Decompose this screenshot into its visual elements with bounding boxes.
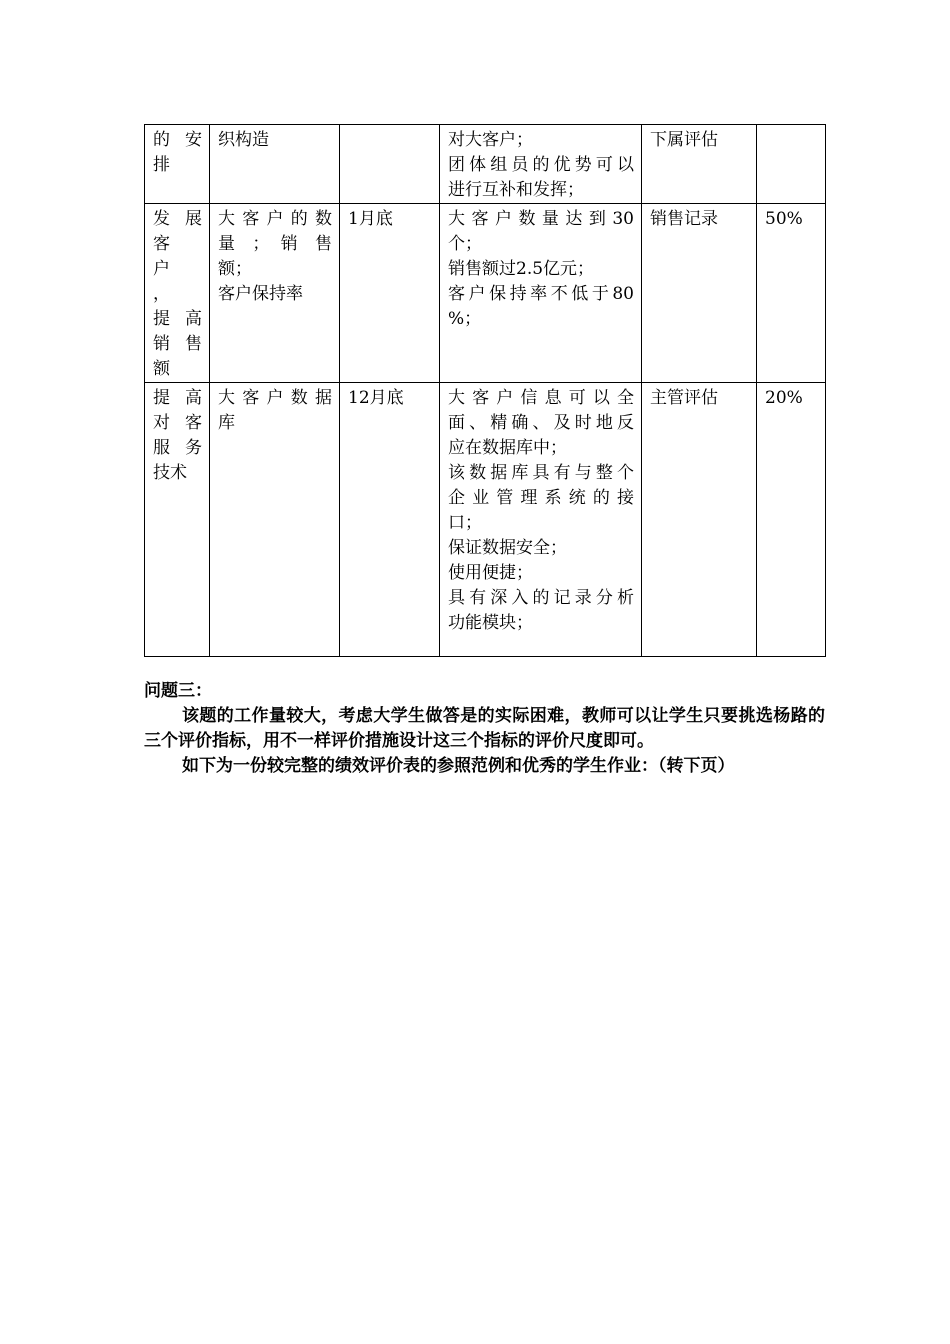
answer-paragraph: 如下为一份较完整的绩效评价表的参照范例和优秀的学生作业：（转下页） [182,756,735,776]
cell-line: 销 售 [153,334,202,354]
cell-line: 团体组员的优势可以 [448,155,634,175]
cell-line: 12月底 [348,388,404,408]
cell-line: 20% [765,388,803,408]
cell-line: 额 [153,359,170,379]
cell-method [642,204,757,383]
cell-indicator [210,125,340,204]
cell-line: 提 高 [153,388,202,408]
table-row [145,125,826,204]
cell-deadline [340,383,440,657]
cell-method [642,125,757,204]
cell-line: 进行互补和发挥； [448,180,584,200]
cell-deadline [340,125,440,204]
cell-line: 客 [153,234,170,254]
cell-indicator [210,383,340,657]
cell-line: 企业管理系统的接 [448,488,634,508]
cell-line: 主管评估 [650,388,718,408]
cell-standard [440,383,642,657]
cell-line: 口； [448,513,482,533]
cell-line: 库 [218,413,235,433]
cell-weight [757,125,826,204]
evaluation-table [144,124,826,657]
cell-goal [145,383,210,657]
cell-line: 销售记录 [650,209,718,229]
cell-line: 对 客 [153,413,202,433]
cell-standard [440,125,642,204]
cell-line: 的 安 [153,130,202,150]
cell-line: 下属评估 [650,130,718,150]
cell-line: 对大客户； [448,130,533,150]
cell-method [642,383,757,657]
cell-line: 50% [765,209,803,229]
cell-line: 个； [448,234,482,254]
cell-line: 服 务 [153,438,202,458]
answer-section [144,679,825,779]
cell-indicator [210,204,340,383]
cell-line: 具有深入的记录分析 [448,588,634,608]
cell-goal [145,204,210,383]
table-row [145,383,826,657]
cell-line: 技术 [153,463,187,483]
cell-line: 大客户数量达到30 [448,209,634,229]
cell-goal [145,125,210,204]
cell-weight [757,204,826,383]
question-heading: 问题三： [144,681,212,701]
table-row [145,204,826,383]
cell-line: %； [448,309,482,329]
cell-line: 使用便捷； [448,563,533,583]
cell-line [765,128,818,153]
cell-line: 提 高 [153,309,202,329]
cell-line: 客户保持率不低于80 [448,284,634,304]
answer-paragraph: 该题的工作量较大，考虑大学生做答是的实际困难，教师可以让学生只要挑选杨路的三个评价指标，用不一样评价措施设计这三个指标的评价尺度即可。 [144,706,825,751]
cell-line: 大客户信息可以全 [448,388,634,408]
cell-line: 客户保持率 [218,284,303,304]
cell-line: 额； [218,259,252,279]
cell-deadline [340,204,440,383]
cell-line: 该数据库具有与整个 [448,463,634,483]
cell-line: 保证数据安全； [448,538,567,558]
cell-line: 面、精确、及时地反 [448,413,634,433]
cell-line: 1月底 [348,209,393,229]
cell-line: 大客户的数 [218,209,332,229]
cell-line: 功能模块； [448,613,533,633]
cell-line: 大客户数据 [218,388,332,408]
cell-standard [440,204,642,383]
cell-line: 应在数据库中； [448,438,567,458]
cell-line: 织构造 [218,130,269,150]
cell-line [348,128,432,153]
cell-line: 户 [153,259,170,279]
cell-line: ， [153,284,170,304]
cell-line: 发 展 [153,209,202,229]
cell-line: 销售额过2.5亿元； [448,259,595,279]
cell-weight [757,383,826,657]
cell-line: 排 [153,155,170,175]
cell-line: 量 ； 销 售 [218,234,332,254]
